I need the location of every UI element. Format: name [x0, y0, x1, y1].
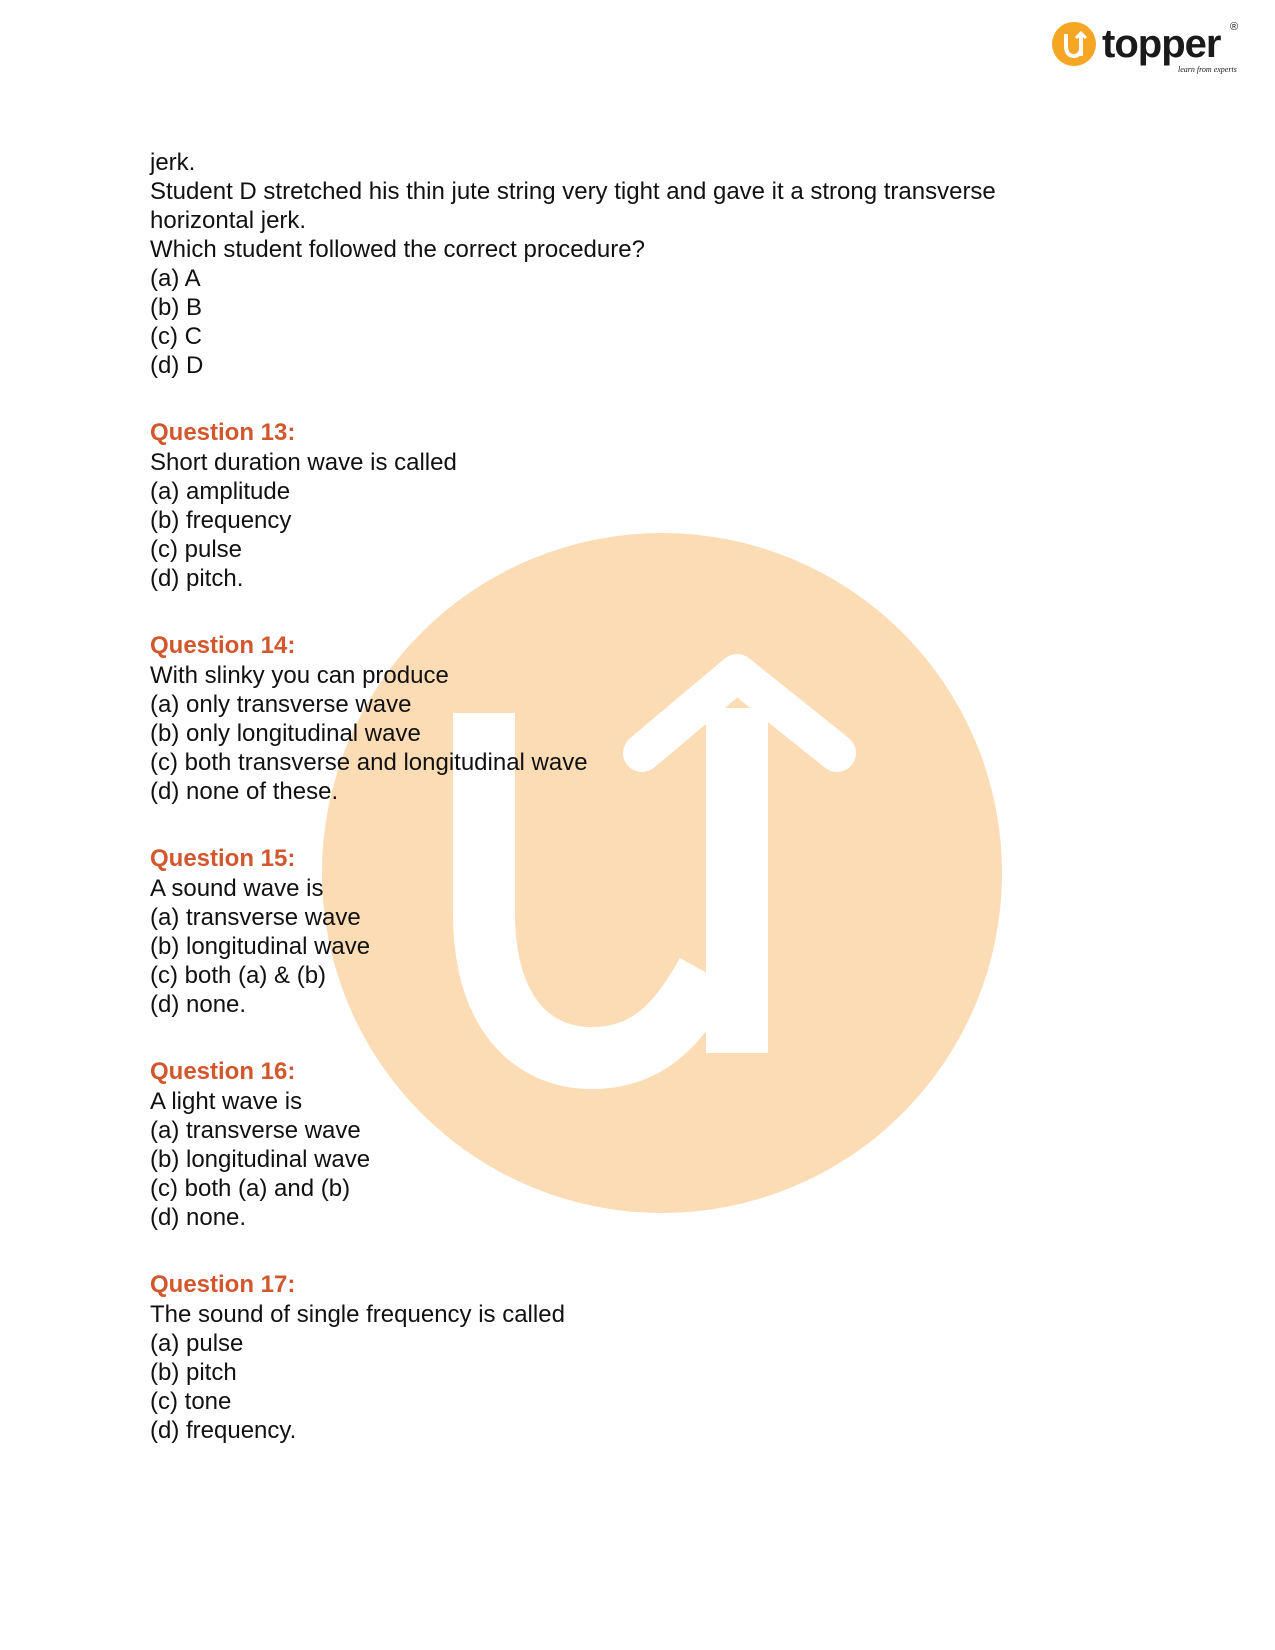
question-text: A sound wave is — [150, 875, 324, 902]
intro-line: Which student followed the correct procedure? — [150, 236, 645, 263]
option-c: (c) both transverse and longitudinal wave — [150, 749, 588, 776]
logo-circle-icon — [1052, 22, 1096, 66]
intro-line: jerk. — [150, 149, 196, 176]
option-b: (b) pitch — [150, 1359, 237, 1386]
option-a: (a) transverse wave — [150, 904, 361, 931]
option-d: (d) none of these. — [150, 778, 339, 805]
intro-line: Student D stretched his thin jute string very tight and gave it a strong transverse horizontal jerk. — [150, 178, 996, 234]
option-d: (d) none. — [150, 991, 247, 1018]
option-b: (b) longitudinal wave — [150, 933, 371, 960]
question-text: Short duration wave is called — [150, 449, 457, 476]
option-a: (a) A — [150, 265, 201, 292]
question-17-block — [150, 1270, 1150, 1445]
option-d: (d) none. — [150, 1204, 247, 1231]
option-b: (b) only longitudinal wave — [150, 720, 421, 747]
question-heading: Question 16: — [150, 1058, 296, 1085]
option-a: (a) amplitude — [150, 478, 291, 505]
option-d: (d) D — [150, 352, 204, 379]
topper-logo — [1050, 14, 1250, 80]
option-c: (c) pulse — [150, 536, 243, 563]
option-b: (b) B — [150, 294, 203, 321]
option-d: (d) frequency. — [150, 1417, 297, 1444]
question-heading: Question 14: — [150, 632, 296, 659]
logo-wordmark: topper — [1102, 22, 1221, 66]
option-d: (d) pitch. — [150, 565, 244, 592]
question-text: The sound of single frequency is called — [150, 1301, 565, 1328]
continued-question-block — [150, 148, 1150, 380]
question-text: A light wave is — [150, 1088, 303, 1115]
question-heading: Question 17: — [150, 1271, 296, 1298]
option-a: (a) pulse — [150, 1330, 244, 1357]
questions-content — [150, 148, 1150, 1483]
option-b: (b) frequency — [150, 507, 292, 534]
option-b: (b) longitudinal wave — [150, 1146, 371, 1173]
question-heading: Question 13: — [150, 419, 296, 446]
option-c: (c) both (a) and (b) — [150, 1175, 351, 1202]
option-c: (c) both (a) & (b) — [150, 962, 327, 989]
question-14-block — [150, 631, 1150, 806]
option-c: (c) C — [150, 323, 202, 350]
logo-registered-mark: ® — [1230, 21, 1239, 33]
option-a: (a) only transverse wave — [150, 691, 412, 718]
option-a: (a) transverse wave — [150, 1117, 361, 1144]
logo-tagline: learn from experts — [1178, 65, 1237, 74]
option-c: (c) tone — [150, 1388, 232, 1415]
question-13-block — [150, 418, 1150, 593]
question-heading: Question 15: — [150, 845, 296, 872]
question-16-block — [150, 1057, 1150, 1232]
question-text: With slinky you can produce — [150, 662, 449, 689]
question-15-block — [150, 844, 1150, 1019]
